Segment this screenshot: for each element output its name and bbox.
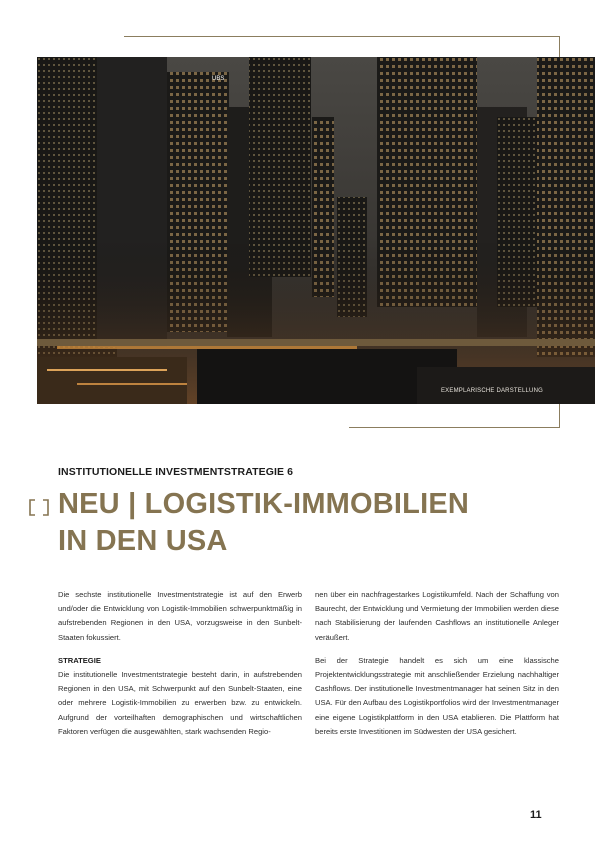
decorative-frame-top: [124, 36, 560, 37]
city-night-photo: [37, 57, 595, 404]
left-column: [58, 588, 302, 748]
skyline-illustration: [37, 57, 595, 404]
project-development-paragraph: Bei der Strategie handelt es sich um eine klassische Projektentwicklungsstrategie mit anschließender Erzielung nachhaltiger Cashflows. Der institutionelle Investmentmanager hat seinen Sitz in den USA. Für den Aufbau des Logistikportfolios wird der Investmentmanager eine eigene Logistikplattform in den USA etablieren. Die Plattform hat bereits erste Investitionen im Südwesten der USA gesichert.: [315, 655, 559, 736]
strategy-heading: STRATEGIE: [58, 655, 101, 665]
title-line-1: NEU | LOGISTIK-IMMOBILIEN: [58, 488, 470, 520]
strategy-paragraph: Die institutionelle Investmentstrategie besteht darin, in aufstrebenden Regionen in den USA, mit Schwerpunkt auf den Sunbelt-Staaten, eine oder mehrere Logistik-Immobilien zu erwerben bzw. zu entwickeln. Aufgrund der vorteilhaften demographischen und wirtschaftlichen Faktoren verfügen die ausgewählten, stark wachsenden Regio-: [58, 670, 302, 736]
right-column: [315, 588, 559, 748]
strategy-kicker: INSTITUTIONELLE INVESTMENTSTRATEGIE 6: [58, 466, 294, 478]
page-title: [58, 486, 469, 560]
intro-paragraph: Die sechste institutionelle Investmentstrategie ist auf den Erwerb und/oder die Entwicklung von Logistik-Immobilien schwerpunktmäßig in aufstrebenden Regionen in den USA, vorzugsweise in den Sunbelt-Staaten fokussiert.: [58, 590, 302, 642]
ubs-sign: UBS: [212, 76, 225, 82]
bracket-icon: [29, 499, 49, 516]
title-line-2: IN DEN USA: [58, 525, 228, 557]
continuation-paragraph: nen über ein nachfragestarkes Logistikumfeld. Nach der Schaffung von Baurecht, der Entwicklung und Vermietung der Immobilien werden diese nach Stabilisierung der laufenden Cashflows an institutionelle Anleger veräußert.: [315, 590, 559, 642]
photo-caption: EXEMPLARISCHE DARSTELLUNG: [440, 388, 543, 394]
page-number: 11: [530, 809, 542, 821]
decorative-frame-bottom: [349, 427, 560, 428]
